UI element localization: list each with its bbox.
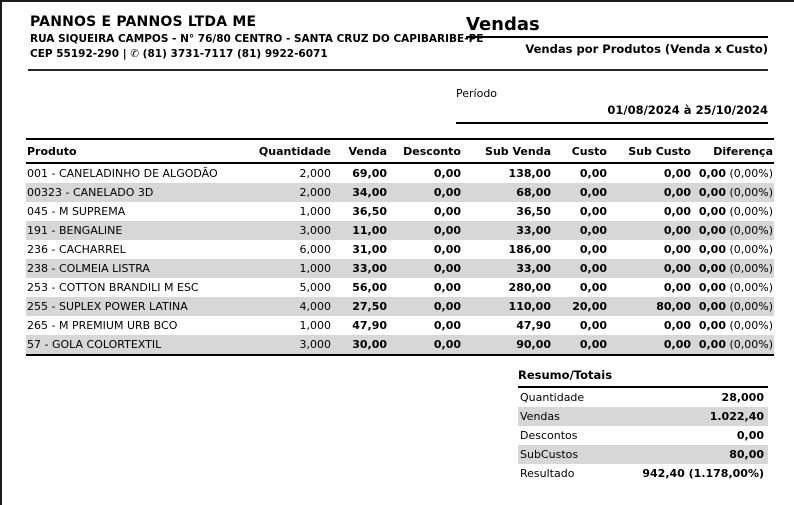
cell-desconto: 0,00 <box>433 281 461 294</box>
diferenca-value: 0,00 <box>698 338 726 351</box>
cell-custo: 0,00 <box>579 319 607 332</box>
summary-label: Vendas <box>520 410 560 423</box>
cell-venda: 31,00 <box>352 243 387 256</box>
page-title: Vendas <box>466 14 768 38</box>
cell-sub-venda: 33,00 <box>516 224 551 237</box>
cell-produto: 001 - CANELADINHO DE ALGODÃO <box>27 167 218 180</box>
table-row <box>26 221 774 240</box>
cell-custo: 0,00 <box>579 281 607 294</box>
cell-diferenca <box>692 240 774 259</box>
cell-custo: 0,00 <box>579 243 607 256</box>
diferenca-percent: (0,00%) <box>729 243 773 256</box>
cell-custo: 0,00 <box>579 338 607 351</box>
diferenca-percent: (0,00%) <box>729 300 773 313</box>
diferenca-value: 0,00 <box>698 186 726 199</box>
company-cep: CEP 55192-290 | <box>30 48 127 60</box>
diferenca-percent: (0,00%) <box>729 224 773 237</box>
cell-desconto: 0,00 <box>433 319 461 332</box>
cell-venda: 30,00 <box>352 338 387 351</box>
cell-quantidade: 1,000 <box>299 262 331 275</box>
cell-venda: 69,00 <box>352 167 387 180</box>
cell-diferenca <box>692 278 774 297</box>
table-row <box>26 202 774 221</box>
cell-diferenca <box>692 183 774 202</box>
cell-venda: 34,00 <box>352 186 387 199</box>
report-title-block <box>466 14 768 60</box>
company-block <box>30 14 484 60</box>
diferenca-value: 0,00 <box>698 262 726 275</box>
summary-value: 80,00 <box>729 448 764 461</box>
cell-custo: 0,00 <box>579 224 607 237</box>
table-row <box>26 335 774 355</box>
table-row <box>26 316 774 335</box>
cell-sub-venda: 110,00 <box>508 300 551 313</box>
summary-label: SubCustos <box>520 448 579 461</box>
summary-value: 28,000 <box>721 391 764 404</box>
cell-quantidade: 2,000 <box>299 186 331 199</box>
col-header-sub-venda: Sub Venda <box>462 139 552 163</box>
cell-quantidade: 3,000 <box>299 224 331 237</box>
col-header-diferenca: Diferença <box>692 139 774 163</box>
table-row <box>26 183 774 202</box>
cell-sub-venda: 90,00 <box>516 338 551 351</box>
cell-produto: 255 - SUPLEX POWER LATINA <box>27 300 188 313</box>
cell-sub-custo: 0,00 <box>663 205 691 218</box>
diferenca-value: 0,00 <box>698 281 726 294</box>
cell-produto: 57 - GOLA COLORTEXTIL <box>27 338 162 351</box>
sales-table <box>26 138 774 356</box>
cell-desconto: 0,00 <box>433 262 461 275</box>
table-row <box>26 297 774 316</box>
diferenca-percent: (0,00%) <box>729 205 773 218</box>
diferenca-percent: (0,00%) <box>729 186 773 199</box>
diferenca-value: 0,00 <box>698 319 726 332</box>
cell-sub-custo: 0,00 <box>663 243 691 256</box>
header-divider <box>28 69 768 71</box>
diferenca-value: 0,00 <box>698 224 726 237</box>
cell-diferenca <box>692 202 774 221</box>
cell-diferenca <box>692 259 774 278</box>
summary-row <box>518 464 768 483</box>
col-header-quantidade: Quantidade <box>226 139 332 163</box>
cell-custo: 0,00 <box>579 167 607 180</box>
cell-sub-venda: 36,50 <box>516 205 551 218</box>
cell-sub-custo: 0,00 <box>663 338 691 351</box>
col-header-venda: Venda <box>332 139 388 163</box>
diferenca-value: 0,00 <box>698 243 726 256</box>
cell-quantidade: 4,000 <box>299 300 331 313</box>
col-header-custo: Custo <box>552 139 608 163</box>
summary-row <box>518 388 768 407</box>
phone-icon: ✆ <box>130 48 139 60</box>
cell-quantidade: 2,000 <box>299 167 331 180</box>
cell-sub-venda: 186,00 <box>508 243 551 256</box>
summary-title: Resumo/Totais <box>518 368 768 388</box>
cell-sub-venda: 138,00 <box>508 167 551 180</box>
cell-venda: 47,90 <box>352 319 387 332</box>
diferenca-value: 0,00 <box>698 300 726 313</box>
cell-custo: 0,00 <box>579 186 607 199</box>
diferenca-percent: (0,00%) <box>729 262 773 275</box>
summary-label: Quantidade <box>520 391 585 404</box>
cell-venda: 27,50 <box>352 300 387 313</box>
cell-produto: 265 - M PREMIUM URB BCO <box>27 319 178 332</box>
cell-custo: 0,00 <box>579 262 607 275</box>
cell-diferenca <box>692 163 774 183</box>
summary-value: 942,40 (1.178,00%) <box>642 467 764 480</box>
col-header-sub-custo: Sub Custo <box>608 139 692 163</box>
cell-produto: 238 - COLMEIA LISTRA <box>27 262 150 275</box>
cell-quantidade: 3,000 <box>299 338 331 351</box>
diferenca-percent: (0,00%) <box>729 281 773 294</box>
cell-quantidade: 6,000 <box>299 243 331 256</box>
cell-desconto: 0,00 <box>433 186 461 199</box>
cell-custo: 20,00 <box>572 300 607 313</box>
cell-desconto: 0,00 <box>433 224 461 237</box>
cell-desconto: 0,00 <box>433 205 461 218</box>
cell-sub-custo: 0,00 <box>663 319 691 332</box>
cell-desconto: 0,00 <box>433 167 461 180</box>
cell-produto: 253 - COTTON BRANDILI M ESC <box>27 281 199 294</box>
summary-row <box>518 426 768 445</box>
cell-diferenca <box>692 335 774 355</box>
summary-label: Descontos <box>520 429 578 442</box>
table-row <box>26 259 774 278</box>
cell-venda: 56,00 <box>352 281 387 294</box>
cell-produto: 045 - M SUPREMA <box>27 205 126 218</box>
cell-sub-custo: 0,00 <box>663 186 691 199</box>
diferenca-percent: (0,00%) <box>729 319 773 332</box>
summary-label: Resultado <box>520 467 575 480</box>
cell-sub-venda: 47,90 <box>516 319 551 332</box>
cell-quantidade: 1,000 <box>299 205 331 218</box>
cell-produto: 191 - BENGALINE <box>27 224 123 237</box>
company-phones: (81) 3731-7117 (81) 9922-6071 <box>142 48 328 60</box>
period-value: 01/08/2024 à 25/10/2024 <box>456 103 768 124</box>
summary-row <box>518 445 768 464</box>
company-name: PANNOS E PANNOS LTDA ME <box>30 14 257 30</box>
cell-venda: 33,00 <box>352 262 387 275</box>
cell-quantidade: 5,000 <box>299 281 331 294</box>
diferenca-percent: (0,00%) <box>729 167 773 180</box>
cell-desconto: 0,00 <box>433 300 461 313</box>
table-row <box>26 163 774 183</box>
table-row <box>26 278 774 297</box>
cell-produto: 00323 - CANELADO 3D <box>27 186 154 199</box>
diferenca-value: 0,00 <box>698 167 726 180</box>
cell-sub-venda: 33,00 <box>516 262 551 275</box>
cell-produto: 236 - CACHARREL <box>27 243 126 256</box>
cell-venda: 36,50 <box>352 205 387 218</box>
table-row <box>26 240 774 259</box>
period-label: Período <box>456 87 498 100</box>
summary-block <box>518 368 768 483</box>
cell-custo: 0,00 <box>579 205 607 218</box>
period-block <box>456 87 768 124</box>
cell-sub-custo: 0,00 <box>663 262 691 275</box>
diferenca-percent: (0,00%) <box>729 338 773 351</box>
cell-desconto: 0,00 <box>433 338 461 351</box>
cell-sub-custo: 80,00 <box>656 300 691 313</box>
col-header-desconto: Desconto <box>388 139 462 163</box>
cell-diferenca <box>692 316 774 335</box>
report-header <box>2 2 794 60</box>
summary-value: 1.022,40 <box>709 410 764 423</box>
cell-venda: 11,00 <box>352 224 387 237</box>
cell-sub-custo: 0,00 <box>663 167 691 180</box>
cell-quantidade: 1,000 <box>299 319 331 332</box>
company-address: RUA SIQUEIRA CAMPOS - N° 76/80 CENTRO - SANTA CRUZ DO CAPIBARIBE-PE <box>30 33 484 45</box>
cell-sub-custo: 0,00 <box>663 281 691 294</box>
company-contact <box>30 48 466 60</box>
col-header-produto: Produto <box>26 139 226 163</box>
diferenca-value: 0,00 <box>698 205 726 218</box>
summary-value: 0,00 <box>736 429 764 442</box>
cell-sub-custo: 0,00 <box>663 224 691 237</box>
report-subtitle: Vendas por Produtos (Venda x Custo) <box>525 42 768 56</box>
cell-desconto: 0,00 <box>433 243 461 256</box>
sales-table-header <box>26 139 774 163</box>
cell-diferenca <box>692 221 774 240</box>
cell-diferenca <box>692 297 774 316</box>
summary-row <box>518 407 768 426</box>
cell-sub-venda: 68,00 <box>516 186 551 199</box>
cell-sub-venda: 280,00 <box>508 281 551 294</box>
